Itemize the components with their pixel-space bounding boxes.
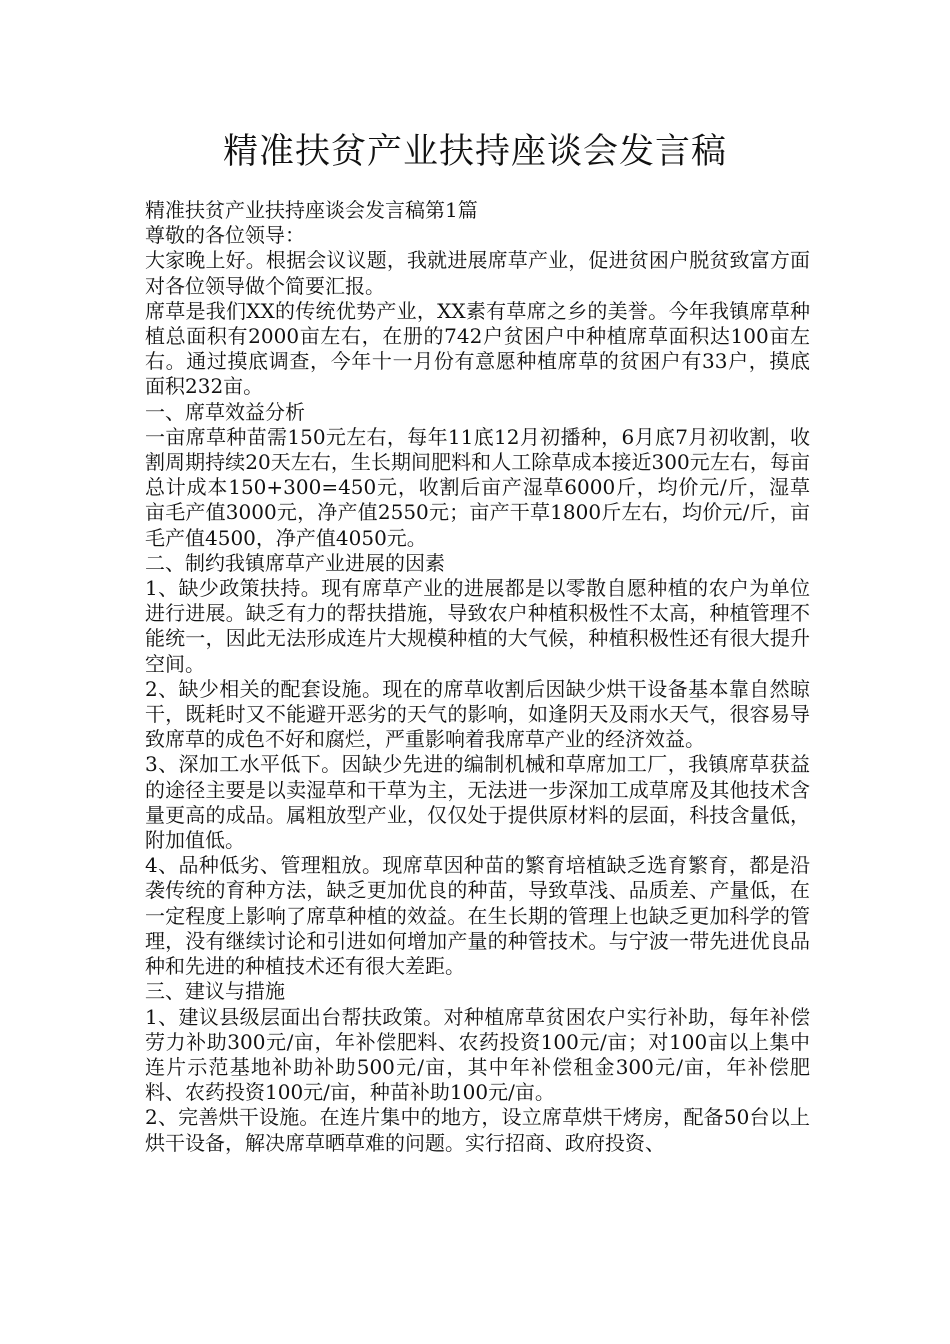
document-title: 精准扶贫产业扶持座谈会发言稿 bbox=[222, 132, 727, 172]
paragraph-suggestion-1: 1、建议县级层面出台帮扶政策。对种植席草贫困农户实行补助，每年补偿劳力补助300元/亩，年补偿肥料、农药投资100元/亩；对100亩以上集中连片示范基地补助补助500元/亩，其中年补偿租金300元/亩，年补偿肥料、农药投资100元/亩，种苗补助100元/亩。 bbox=[145, 1004, 810, 1105]
paragraph-constraint-3: 3、深加工水平低下。因缺少先进的编制机械和草席加工厂，我镇席草获益的途径主要是以卖湿草和干草为主，无法进一步深加工成草席及其他技术含量更高的成品。属粗放型产业，仅仅处于提供原材料的层面，科技含量低，附加值低。 bbox=[145, 752, 810, 853]
heading-benefit-analysis: 一、席草效益分析 bbox=[145, 399, 305, 424]
paragraph-constraint-1: 1、缺少政策扶持。现有席草产业的进展都是以零散自愿种植的农户为单位进行进展。缺乏有力的帮扶措施，导致农户种植积极性不太高，种植管理不能统一，因此无法形成连片大规模种植的大气候，种植积极性还有很大提升空间。 bbox=[145, 576, 810, 676]
paragraph-constraint-4: 4、品种低劣、管理粗放。现席草因种苗的繁育培植缺乏选育繁育，都是沿袭传统的育种方法，缺乏更加优良的种苗，导致草浅、品质差、产量低，在一定程度上影响了席草种植的效益。在生长期的管理上也缺乏更加科学的管理，没有继续讨论和引进如何增加产量的种管技术。与宁波一带先进优良品种和先进的种植技术还有很大差距。 bbox=[145, 853, 810, 979]
document-body bbox=[145, 198, 810, 1156]
paragraph-salutation: 尊敬的各位领导： bbox=[145, 223, 305, 248]
paragraph-constraint-2: 2、缺少相关的配套设施。现在的席草收割后因缺少烘干设备基本靠自然晾干，既耗时又不能避开恶劣的天气的影响，如逢阴天及雨水天气，很容易导致席草的成色不好和腐烂，严重影响着我席草产业的经济效益。 bbox=[145, 676, 810, 752]
paragraph-benefit-analysis: 一亩席草种苗需150元左右，每年11底12月初播种，6月底7月初收割，收割周期持续20天左右，生长期间肥料和人工除草成本接近300元左右，每亩总计成本150+300=450元，收割后亩产湿草6000斤，均价元/斤，湿草亩毛产值3000元，净产值2550元；亩产干草1800斤左右，均价元/斤，亩毛产值4500，净产值4050元。 bbox=[145, 424, 810, 550]
paragraph-suggestion-2: 2、完善烘干设施。在连片集中的地方，设立席草烘干烤房，配备50台以上烘干设备，解决席草晒草难的问题。实行招商、政府投资、 bbox=[145, 1105, 810, 1155]
paragraph-greeting: 大家晚上好。根据会议议题，我就进展席草产业，促进贫困户脱贫致富方面对各位领导做个简要汇报。 bbox=[145, 248, 810, 298]
heading-constraints: 二、制约我镇席草产业进展的因素 bbox=[145, 550, 445, 575]
paragraph-overview: 席草是我们XX的传统优势产业，XX素有草席之乡的美誉。今年我镇席草种植总面积有2000亩左右，在册的742户贫困户中种植席草面积达100亩左右。通过摸底调查，今年十一月份有意愿种植席草的贫困户有33户，摸底面积232亩。 bbox=[145, 298, 810, 399]
heading-suggestions: 三、建议与措施 bbox=[145, 979, 285, 1004]
paragraph-section-heading: 精准扶贫产业扶持座谈会发言稿第1篇 bbox=[145, 198, 478, 222]
